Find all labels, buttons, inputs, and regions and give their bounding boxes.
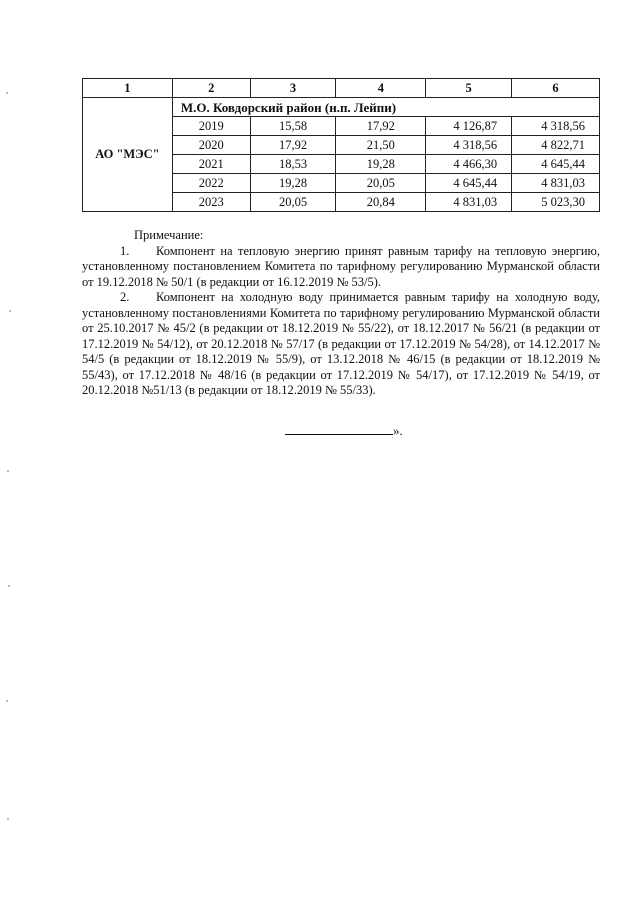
note-text: Компонент на тепловую энергию принят равным тарифу на тепловую энергию, установленному постановлением Комитета по тарифному регулированию Мурманской области от 19.12.2018 № 50/1 (в редакции от 16.12.2019 № 53/5). — [82, 243, 600, 289]
scan-speck — [6, 92, 8, 94]
table-cell: 4 645,44 — [512, 155, 600, 174]
table-header-row — [83, 79, 600, 98]
closing-mark: ». — [393, 423, 403, 438]
closing-line — [285, 423, 403, 439]
scan-speck — [8, 585, 10, 587]
table-cell: 20,05 — [250, 193, 336, 212]
table-cell: 20,05 — [336, 174, 426, 193]
table-cell: 15,58 — [250, 117, 336, 136]
table-group-row — [83, 98, 600, 117]
notes-heading: Примечание: — [134, 228, 204, 242]
table-cell: 19,28 — [336, 155, 426, 174]
year-cell: 2021 — [172, 155, 250, 174]
table-cell: 17,92 — [336, 117, 426, 136]
table-cell: 18,53 — [250, 155, 336, 174]
table-cell: 19,28 — [250, 174, 336, 193]
table-cell: 4 831,03 — [512, 174, 600, 193]
scan-speck — [7, 470, 9, 472]
note-text: Компонент на холодную воду принимается равным тарифу на холодную воду, установленному постановлениями Комитета по тарифному регулированию Мурманской области от 25.10.2017 № 45/2 (в редакции от 18.12.2019 № 55/22), от 18.12.2017 № 56/21 (в редакции от 17.12.2019 № 54/12), от 20.12.2018 № 57/17 (в редакции от 17.12.2019 № 54/28), от 14.12.2017 № 54/5 (в редакции от 18.12.2019 № 55/9), от 13.12.2018 № 46/15 (в редакции от 18.12.2019 № 55/43), от 17.12.2018 № 48/16 (в редакции от 17.12.2019 № 54/17), от 17.12.2019 № 54/19, от 20.12.2018 №51/13 (в редакции от 18.12.2019 № 55/33). — [82, 290, 600, 397]
table-cell: 4 318,56 — [512, 117, 600, 136]
scan-speck — [6, 700, 8, 702]
table-cell: 5 023,30 — [512, 193, 600, 212]
table-cell: 4 822,71 — [512, 136, 600, 155]
note-number: 2. — [120, 290, 130, 304]
note-item — [82, 290, 600, 399]
note-item — [82, 244, 600, 291]
table-cell: 21,50 — [336, 136, 426, 155]
column-header: 5 — [426, 79, 512, 98]
column-header: 6 — [512, 79, 600, 98]
year-cell: 2019 — [172, 117, 250, 136]
table-cell: 4 318,56 — [426, 136, 512, 155]
table-cell: 4 466,30 — [426, 155, 512, 174]
notes-section — [82, 228, 600, 399]
table-cell: 17,92 — [250, 136, 336, 155]
year-cell: 2022 — [172, 174, 250, 193]
table-cell: 4 831,03 — [426, 193, 512, 212]
column-header: 1 — [83, 79, 173, 98]
table-cell: 4 645,44 — [426, 174, 512, 193]
signature-underline — [285, 424, 393, 435]
column-header: 4 — [336, 79, 426, 98]
table-cell: 20,84 — [336, 193, 426, 212]
year-cell: 2023 — [172, 193, 250, 212]
scan-speck — [7, 818, 9, 820]
column-header: 2 — [172, 79, 250, 98]
year-cell: 2020 — [172, 136, 250, 155]
group-title: М.О. Ковдорский район (н.п. Лейпи) — [172, 98, 599, 117]
organization-cell: АО "МЭС" — [83, 98, 173, 212]
tariff-table — [82, 78, 600, 212]
scan-speck — [9, 310, 11, 312]
note-number: 1. — [120, 243, 130, 258]
table-cell: 4 126,87 — [426, 117, 512, 136]
column-header: 3 — [250, 79, 336, 98]
